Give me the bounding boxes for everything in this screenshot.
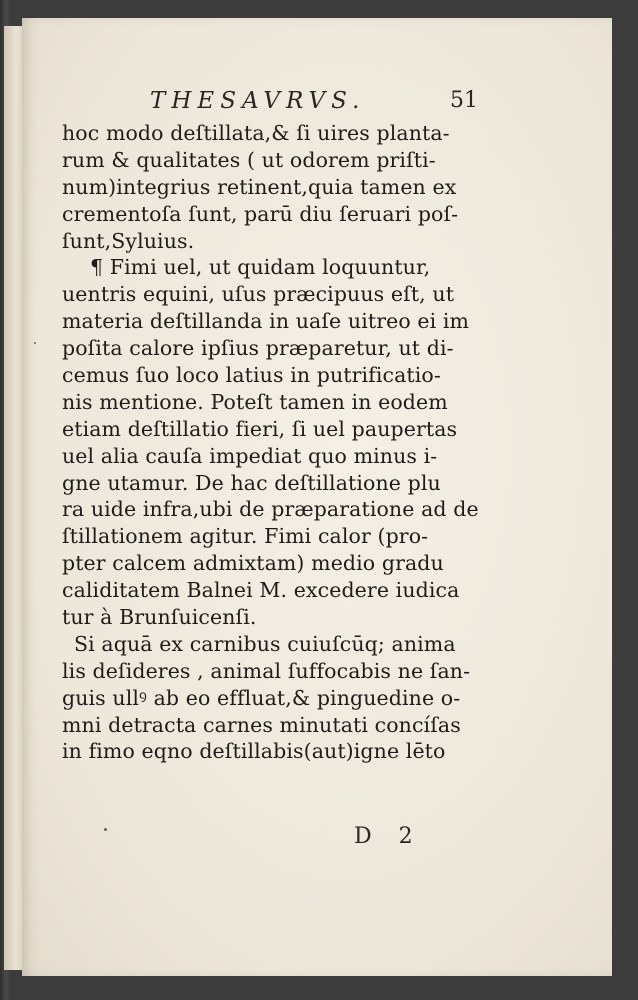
text-line: poſita calore ipſius præparetur, ut di- <box>62 336 454 361</box>
text-line: gne utamur. De hac deſtillatione plu <box>62 470 441 495</box>
page-number: 51 <box>450 88 478 113</box>
text-line: etiam deſtillatio fieri, ſi uel paupertas <box>62 416 458 441</box>
text-line: nis mentione. Poteſt tamen in eodem <box>62 389 448 414</box>
text-line: rum & qualitates ( ut odorem priſti- <box>62 147 436 172</box>
text-line: ra uide infra,ubi de præparatione ad de <box>62 497 479 522</box>
text-line: caliditatem Balnei M. excedere iudica <box>62 578 460 603</box>
body-text <box>62 120 479 765</box>
running-head: THESAVRVS. <box>150 88 366 114</box>
text-line: ¶ Fimi uel, ut quidam loquuntur, <box>90 255 431 280</box>
text-line: materia deſtillanda in uaſe uitreo ei im <box>62 309 470 334</box>
text-line: cemus ſuo loco latius in putrificatio- <box>62 363 441 388</box>
text-line: uentris equini, uſus præcipuus eſt, ut <box>62 282 455 307</box>
text-line: in fimo eqno deſtillabis(aut)igne lēto <box>62 739 446 764</box>
text-line: ſunt,Syluius. <box>62 228 195 253</box>
text-line: mni detracta carnes minutati concíſas <box>62 712 461 737</box>
text-line: pter calcem admixtam) medio gradu <box>62 551 444 576</box>
text-line: hoc modo deſtillata,& ſi uires planta- <box>62 121 450 145</box>
book-page <box>22 18 612 976</box>
text-line: ſtillationem agitur. Fimi calor (pro- <box>62 524 429 549</box>
text-line: tur à Brunſuicenſi. <box>62 605 257 630</box>
text-line: crementoſa ſunt, parū diu ſeruari poſ- <box>62 201 459 226</box>
text-line: num)integrius retinent,quia tamen ex <box>62 174 457 199</box>
signature-mark: D 2 <box>354 824 423 849</box>
text-line: uel alia cauſa impediat quo minus i- <box>62 443 438 468</box>
text-line: lis deſideres , animal ſuffocabis ne ſan- <box>62 658 471 683</box>
ink-speck <box>34 342 36 344</box>
ink-speck <box>104 828 107 831</box>
text-line: Si aquā ex carnibus cuiuſcūq; anima <box>74 631 456 656</box>
text-line: guis ullꝰ ab eo effluat,& pinguedine o- <box>62 685 461 710</box>
